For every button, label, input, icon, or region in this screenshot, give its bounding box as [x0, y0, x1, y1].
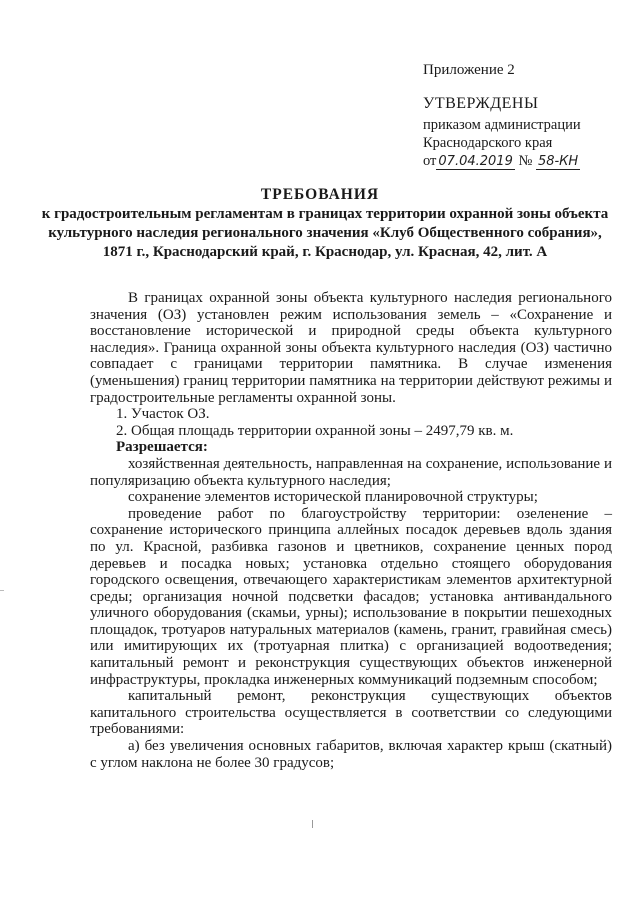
page-crease-mark [0, 590, 4, 591]
paragraph-intro: В границах охранной зоны объекта культурного наследия регионального значения (ОЗ) установлен режим использования земель – «Сохранение и восстановление исторической и природной среды объекта культурного наследия». Граница охранной зоны объекта культурного наследия (ОЗ) частично совпадает с границами территории памятника. В случае изменения (уменьшения) границ территории памятника на территории действуют режимы и градостроительные регламенты охранной зоны. [90, 290, 612, 406]
order-number-label: № [518, 153, 533, 169]
order-date-handwritten: 07.04.2019 [438, 154, 513, 169]
document-subtitle: к градостроительным регламентам в границах территории охранной зоны объекта культурного наследия регионального значения «Клуб Общественного собрания», 1871 г., Краснодарский край, г. Краснодар, ул. Красная, 42, лит. А [41, 206, 609, 260]
approved-by-order: приказом администрации [423, 117, 581, 133]
list-item-site: 1. Участок ОЗ. [116, 406, 210, 423]
paragraph-economic-activity: хозяйственная деятельность, направленная на сохранение, использование и популяризацию объекта культурного наследия; [90, 455, 612, 489]
order-line [423, 153, 623, 170]
order-prefix: от [423, 153, 437, 169]
approved-heading: УТВЕРЖДЕНЫ [423, 95, 539, 112]
paragraph-requirement-a: а) без увеличения основных габаритов, включая характер крыш (скатный) с углом наклона не более 30 градусов; [90, 738, 612, 771]
appendix-label: Приложение 2 [423, 62, 515, 78]
scan-mark [312, 820, 313, 828]
allowed-heading: Разрешается: [116, 439, 208, 456]
paragraph-capital-repair: капитальный ремонт, реконструкция существующих объектов капитального строительства осуществляется в соответствии со следующими требованиями: [90, 688, 612, 738]
list-item-area: 2. Общая площадь территории охранной зоны – 2497,79 кв. м. [116, 422, 514, 439]
paragraph-landscaping: проведение работ по благоустройству территории: озеленение – сохранение исторического принципа аллейных посадок деревьев вдоль здания по ул. Красной, разбивка газонов и цветников, сохранение ценных пород деревьев и посадка новых; установка отдельно стоящего оборудования городского освещения, отвечающего характеристикам элементов архитектурной среды; организация ночной подсветки фасадов; установка антивандального уличного оборудования (скамьи, урны); использование в покрытии пешеходных площадок, тротуаров натуральных материалов (камень, гранит, гравийная смесь) или имитирующих их (тротуарная плитка) с организацией водоотведения; капитальный ремонт и реконструкция существующих объектов инженерной инфраструктуры, прокладка инженерных коммуникаций подземным способом; [90, 505, 612, 688]
approved-region: Краснодарского края [423, 135, 553, 151]
paragraph-planning-structure: сохранение элементов исторической планировочной структуры; [128, 489, 538, 506]
order-number-handwritten: 58-КН [537, 154, 579, 169]
document-body [90, 290, 612, 771]
document-title: ТРЕБОВАНИЯ [260, 186, 380, 203]
